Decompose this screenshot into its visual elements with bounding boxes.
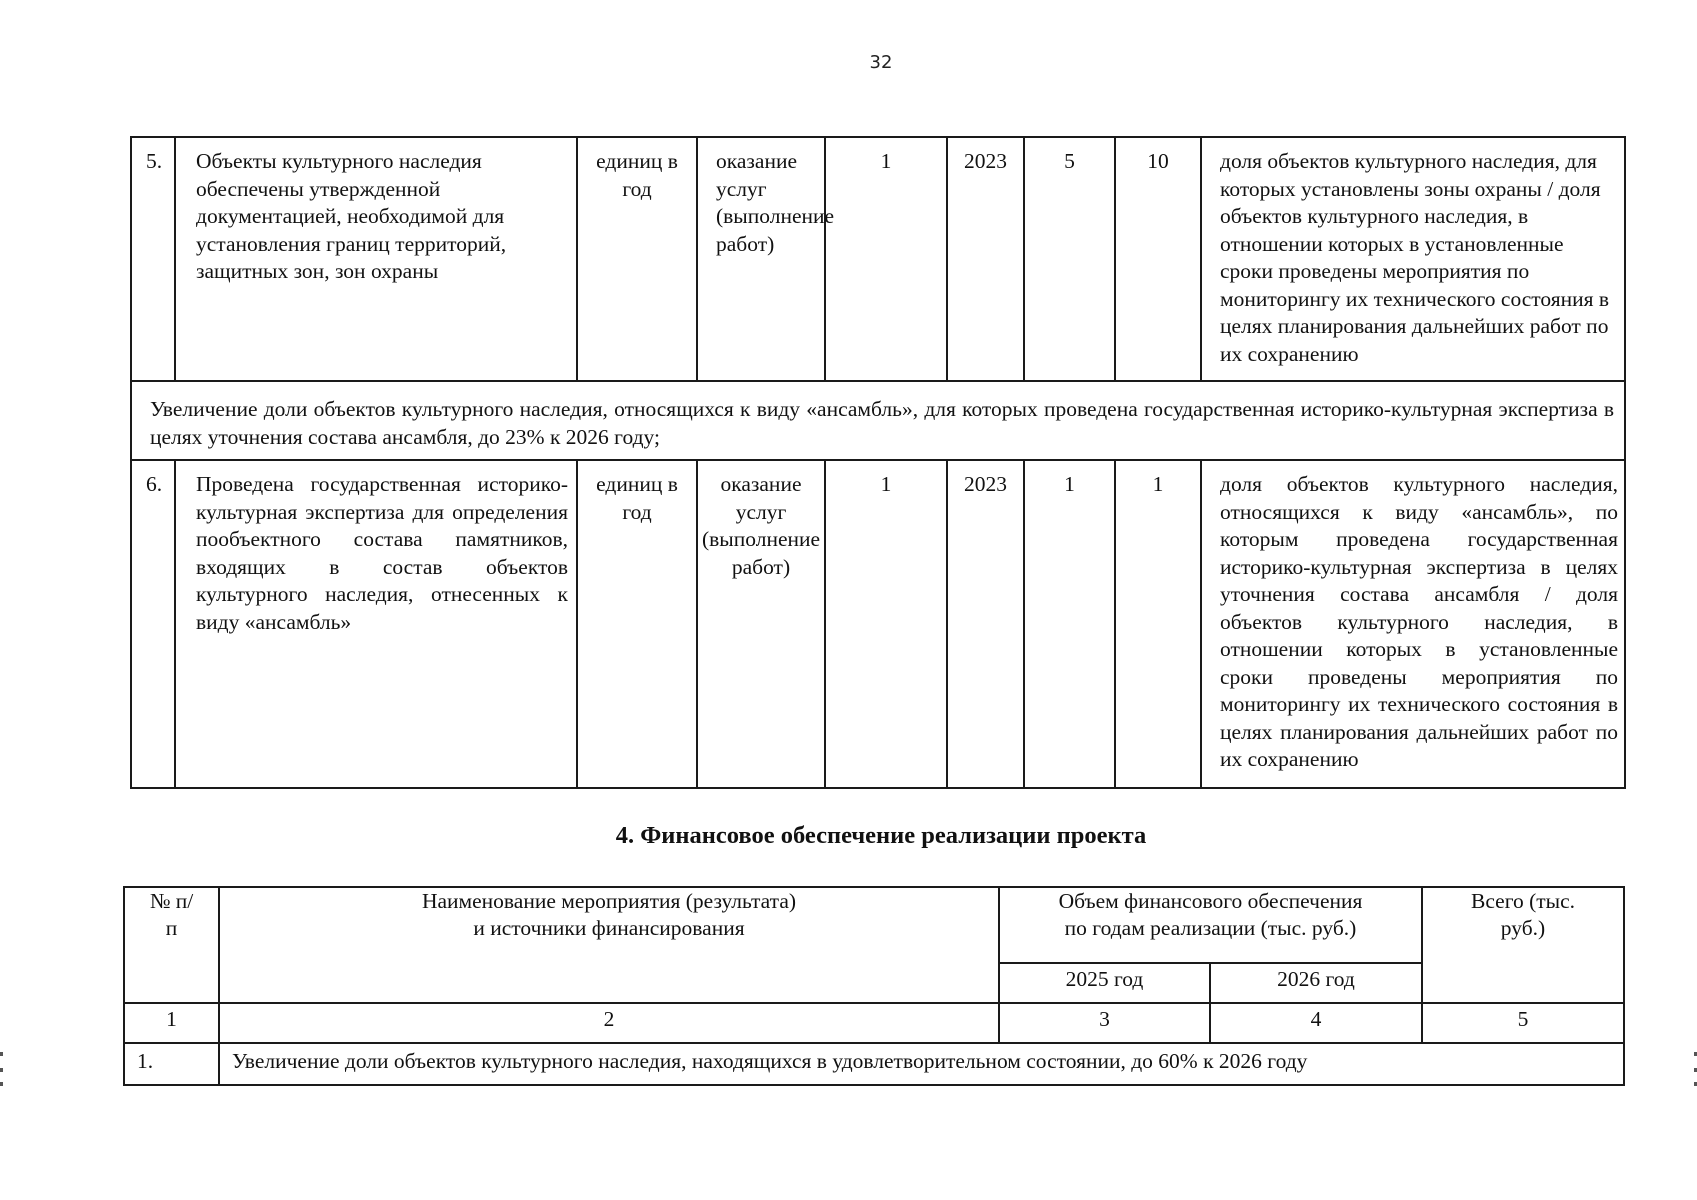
- indicator-cell: доля объектов культурного наследия, для которых установлены зоны охраны / доля объектов культурного наследия, в отношении которых в установленные сроки проведены мероприятия по мониторингу их технического состояния в целях планирования дальнейших работ по их сохранению: [1201, 137, 1625, 381]
- header-num: № п/п: [124, 887, 219, 1003]
- table-row: [124, 1043, 1624, 1085]
- column-index-row: [124, 1003, 1624, 1043]
- base-year-cell: 2023: [947, 137, 1024, 381]
- page-number: 32: [869, 52, 893, 73]
- value-2026-cell: 10: [1115, 137, 1201, 381]
- row-number: 6.: [131, 460, 175, 788]
- header-name: Наименование мероприятия (результата) и источники финансирования: [219, 887, 999, 1003]
- header-row: [124, 887, 1624, 963]
- base-value-cell: 1: [825, 137, 947, 381]
- result-name: Проведена государственная историко-культурная экспертиза для определения пообъектного состава памятников, входящих в состав объектов культурного наследия, отнесенных к виду «ансамбль»: [175, 460, 577, 788]
- column-index: 2: [219, 1003, 999, 1043]
- type-cell: оказание услуг (выполнение работ): [697, 460, 825, 788]
- value-2025-cell: 1: [1024, 460, 1115, 788]
- column-index: 1: [124, 1003, 219, 1043]
- column-index: 3: [999, 1003, 1210, 1043]
- row-number: 1.: [124, 1043, 219, 1085]
- base-value-cell: 1: [825, 460, 947, 788]
- section-title: 4. Финансовое обеспечение реализации проекта: [615, 822, 1147, 849]
- result-name: Объекты культурного наследия обеспечены утвержденной документацией, необходимой для установления границ территорий, защитных зон, зон охраны: [175, 137, 577, 381]
- results-table: [130, 136, 1626, 789]
- scan-edge-mark: [0, 1082, 3, 1086]
- value-2025-cell: 5: [1024, 137, 1115, 381]
- task-row: [131, 381, 1625, 460]
- table-row: [131, 137, 1625, 381]
- header-2025: 2025 год: [999, 963, 1210, 1003]
- unit-cell: единиц в год: [577, 137, 697, 381]
- table-row: [131, 460, 1625, 788]
- header-volume: Объем финансового обеспечения по годам реализации (тыс. руб.): [999, 887, 1422, 963]
- base-year-cell: 2023: [947, 460, 1024, 788]
- unit-cell: единиц в год: [577, 460, 697, 788]
- task-text: Увеличение доли объектов культурного наследия, относящихся к виду «ансамбль», для которых проведена государственная историко-культурная экспертиза в целях уточнения состава ансамбля, до 23% к 2026 году;: [131, 381, 1625, 460]
- indicator-cell: доля объектов культурного наследия, относящихся к виду «ансамбль», по которым проведена государственная историко-культурная экспертиза в целях уточнения состава ансамбля / доля объектов культурного наследия, в отношении которых в установленные сроки проведены мероприятия по мониторингу их технического состояния в целях планирования дальнейших работ по их сохранению: [1201, 460, 1625, 788]
- column-index: 5: [1422, 1003, 1624, 1043]
- row-number: 5.: [131, 137, 175, 381]
- column-index: 4: [1210, 1003, 1422, 1043]
- header-2026: 2026 год: [1210, 963, 1422, 1003]
- row-text: Увеличение доли объектов культурного наследия, находящихся в удовлетворительном состоянии, до 60% к 2026 году: [219, 1043, 1624, 1085]
- finance-table: [123, 886, 1625, 1086]
- scan-edge-mark: [0, 1052, 3, 1056]
- scan-edge-mark: [0, 1068, 3, 1072]
- header-total: Всего (тыс. руб.): [1422, 887, 1624, 1003]
- value-2026-cell: 1: [1115, 460, 1201, 788]
- type-cell: оказание услуг (выполнение работ): [697, 137, 825, 381]
